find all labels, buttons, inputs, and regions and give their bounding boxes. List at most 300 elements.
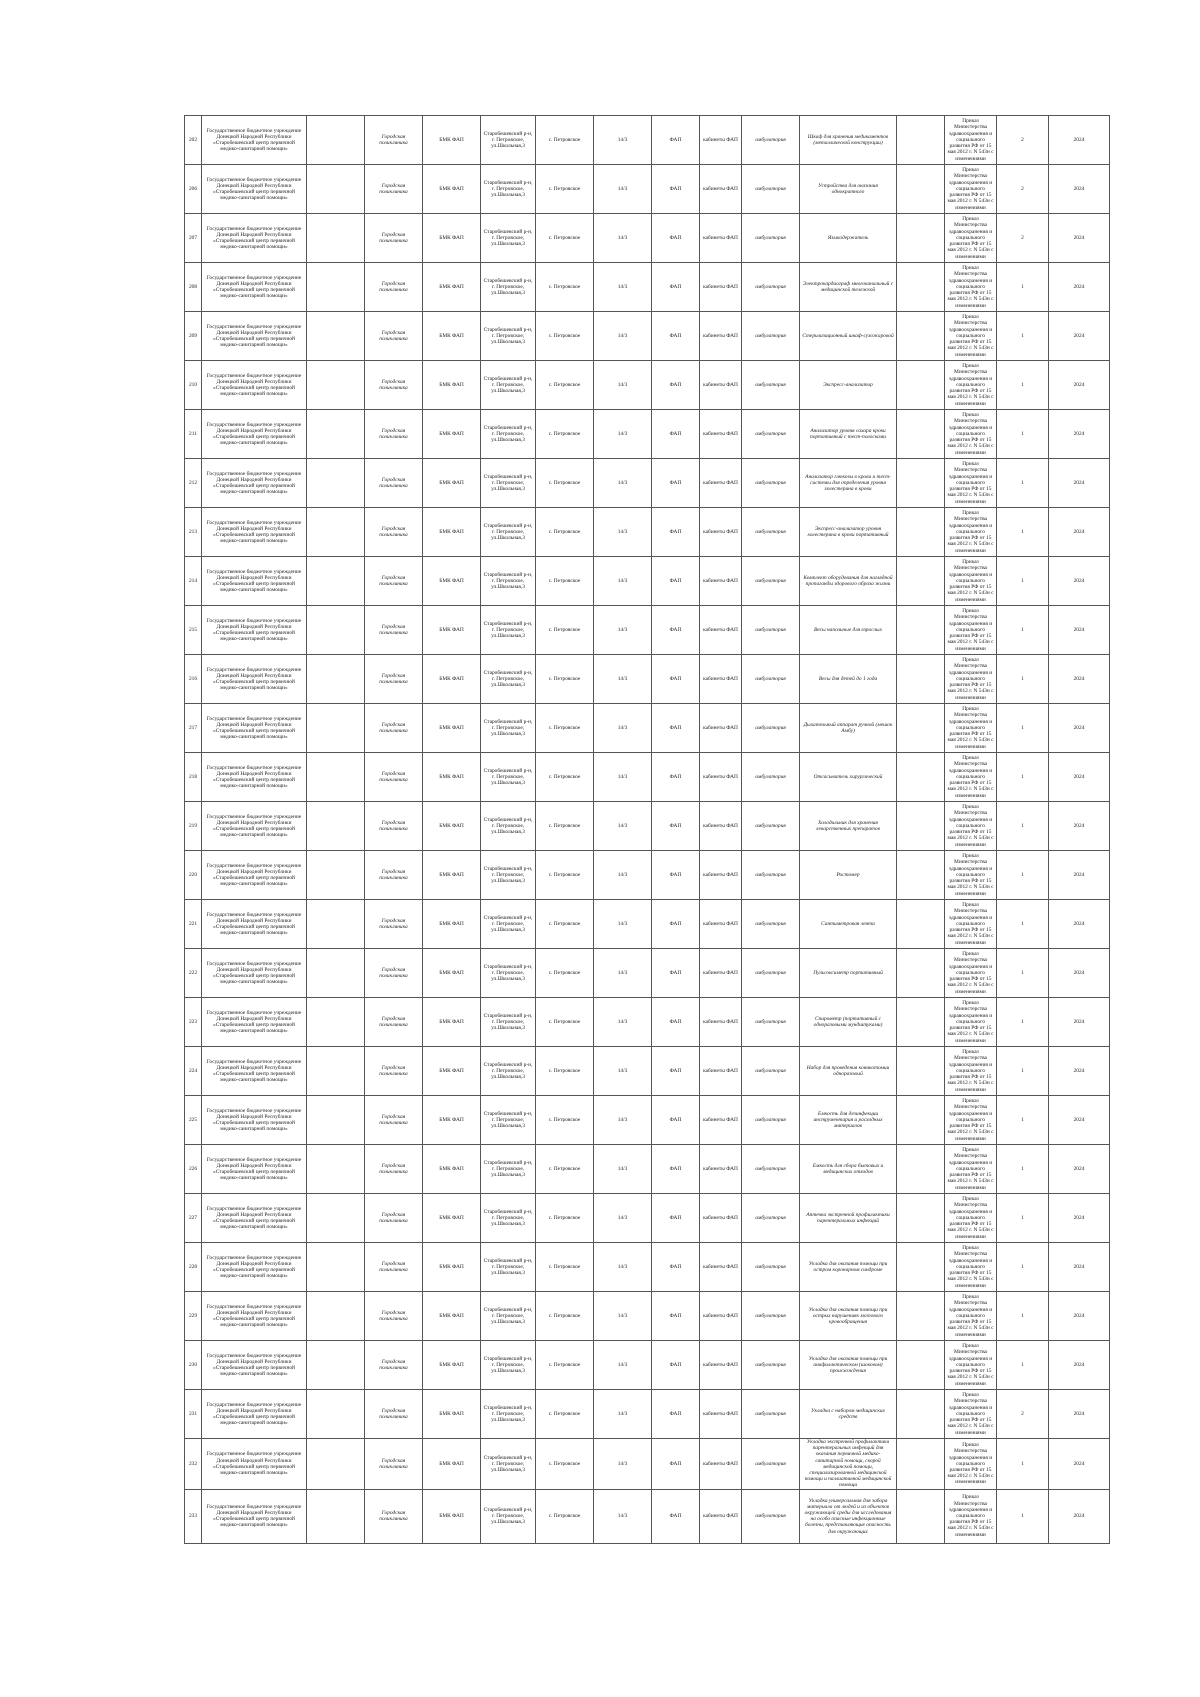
empty-cell [307,263,365,312]
fap-cell: ФАП [652,1489,700,1543]
table-row [185,998,1110,1047]
legal-basis-cell: Приказ Министерства здравоохранения и социального развития РФ от 15 мая 2012 г. N 543н с изменениями [945,165,997,214]
legal-basis-cell: Приказ Министерства здравоохранения и социального развития РФ от 15 мая 2012 г. N 543н с изменениями [945,1096,997,1145]
empty-cell [307,361,365,410]
organization-cell: Государственное бюджетное учреждение Донецкой Народной Республики «Старобешевский центр первичной медико-санитарной помощи» [202,1145,307,1194]
organization-cell: Государственное бюджетное учреждение Донецкой Народной Республики «Старобешевский центр первичной медико-санитарной помощи» [202,1292,307,1341]
legal-basis-cell: Приказ Министерства здравоохранения и социального развития РФ от 15 мая 2012 г. N 543н с изменениями [945,361,997,410]
facility-type-cell: БМК ФАП [423,312,481,361]
facility-cell: Городская поликлиника [365,459,423,508]
facility-type-cell: БМК ФАП [423,1341,481,1390]
room-cell: кабинеты ФАП [700,900,742,949]
row-number-cell: 221 [185,900,202,949]
organization-cell: Государственное бюджетное учреждение Донецкой Народной Республики «Старобешевский центр первичной медико-санитарной помощи» [202,459,307,508]
code-cell: 14/3 [594,1489,652,1543]
code-cell: 14/3 [594,949,652,998]
legal-basis-cell: Приказ Министерства здравоохранения и социального развития РФ от 15 мая 2012 г. N 543н с изменениями [945,1145,997,1194]
ambulatory-cell: амбулатория [742,361,800,410]
table-row [185,1292,1110,1341]
code-cell: 14/3 [594,165,652,214]
settlement-cell: с. Петровское [536,1047,594,1096]
address-cell: Старобешевский р-н, г. Петровское, ул.Школьная,3 [481,851,536,900]
facility-cell: Городская поликлиника [365,1489,423,1543]
room-cell: кабинеты ФАП [700,851,742,900]
empty-cell [897,165,945,214]
ambulatory-cell: амбулатория [742,1292,800,1341]
empty-cell [307,1439,365,1490]
year-cell: 2024 [1049,214,1110,263]
empty-cell [897,655,945,704]
equipment-name-cell: Электрокардиограф многоканальный с медицинской тележкой [800,263,897,312]
code-cell: 14/3 [594,1096,652,1145]
empty-cell [307,655,365,704]
table-row [185,655,1110,704]
code-cell: 14/3 [594,1390,652,1439]
facility-cell: Городская поликлиника [365,1194,423,1243]
legal-basis-cell: Приказ Министерства здравоохранения и социального развития РФ от 15 мая 2012 г. N 543н с изменениями [945,312,997,361]
organization-cell: Государственное бюджетное учреждение Донецкой Народной Республики «Старобешевский центр первичной медико-санитарной помощи» [202,1096,307,1145]
facility-type-cell: БМК ФАП [423,410,481,459]
settlement-cell: с. Петровское [536,214,594,263]
table-row [185,802,1110,851]
quantity-cell: 2 [997,165,1049,214]
ambulatory-cell: амбулатория [742,312,800,361]
legal-basis-cell: Приказ Министерства здравоохранения и социального развития РФ от 15 мая 2012 г. N 543н с изменениями [945,410,997,459]
quantity-cell: 1 [997,1096,1049,1145]
row-number-cell: 210 [185,361,202,410]
equipment-name-cell: Пульсоксиметр портативный [800,949,897,998]
room-cell: кабинеты ФАП [700,459,742,508]
facility-type-cell: БМК ФАП [423,508,481,557]
year-cell: 2024 [1049,361,1110,410]
code-cell: 14/3 [594,900,652,949]
quantity-cell: 1 [997,1489,1049,1543]
year-cell: 2024 [1049,459,1110,508]
row-number-cell: 226 [185,1145,202,1194]
table-row [185,459,1110,508]
ambulatory-cell: амбулатория [742,1096,800,1145]
room-cell: кабинеты ФАП [700,1145,742,1194]
empty-cell [897,361,945,410]
row-number-cell: 223 [185,998,202,1047]
room-cell: кабинеты ФАП [700,508,742,557]
empty-cell [897,1243,945,1292]
table-row [185,1047,1110,1096]
facility-type-cell: БМК ФАП [423,802,481,851]
facility-type-cell: БМК ФАП [423,1390,481,1439]
equipment-name-cell: Холодильник для хранения лекарственных препаратов [800,802,897,851]
table-body [185,116,1110,1544]
equipment-name-cell: Комплект оборудования для наглядной пропаганды здорового образа жизни [800,557,897,606]
facility-type-cell: БМК ФАП [423,606,481,655]
empty-cell [897,949,945,998]
empty-cell [307,165,365,214]
fap-cell: ФАП [652,851,700,900]
equipment-name-cell: Весы напольные для взрослых [800,606,897,655]
year-cell: 2024 [1049,116,1110,165]
legal-basis-cell: Приказ Министерства здравоохранения и социального развития РФ от 15 мая 2012 г. N 543н с изменениями [945,1047,997,1096]
equipment-name-cell: Анализатор уровня сахара крови портативный с тест-полосками [800,410,897,459]
equipment-name-cell: Шкаф для хранения медикаментов (металлической конструкции) [800,116,897,165]
address-cell: Старобешевский р-н, г. Петровское, ул.Школьная,3 [481,1145,536,1194]
table-row [185,1341,1110,1390]
room-cell: кабинеты ФАП [700,1194,742,1243]
quantity-cell: 1 [997,802,1049,851]
settlement-cell: с. Петровское [536,802,594,851]
empty-cell [307,214,365,263]
empty-cell [897,116,945,165]
row-number-cell: 213 [185,508,202,557]
facility-cell: Городская поликлиника [365,214,423,263]
address-cell: Старобешевский р-н, г. Петровское, ул.Школьная,3 [481,361,536,410]
code-cell: 14/3 [594,753,652,802]
address-cell: Старобешевский р-н, г. Петровское, ул.Школьная,3 [481,557,536,606]
fap-cell: ФАП [652,1194,700,1243]
facility-cell: Городская поликлиника [365,116,423,165]
quantity-cell: 1 [997,1341,1049,1390]
year-cell: 2024 [1049,704,1110,753]
room-cell: кабинеты ФАП [700,410,742,459]
equipment-name-cell: Ростомер [800,851,897,900]
row-number-cell: 232 [185,1439,202,1490]
ambulatory-cell: амбулатория [742,1194,800,1243]
address-cell: Старобешевский р-н, г. Петровское, ул.Школьная,3 [481,116,536,165]
settlement-cell: с. Петровское [536,1390,594,1439]
equipment-name-cell: Укладка для оказания помощи при остром коронарном синдроме [800,1243,897,1292]
table-row [185,1390,1110,1439]
organization-cell: Государственное бюджетное учреждение Донецкой Народной Республики «Старобешевский центр первичной медико-санитарной помощи» [202,1439,307,1490]
ambulatory-cell: амбулатория [742,802,800,851]
address-cell: Старобешевский р-н, г. Петровское, ул.Школьная,3 [481,459,536,508]
organization-cell: Государственное бюджетное учреждение Донецкой Народной Республики «Старобешевский центр первичной медико-санитарной помощи» [202,900,307,949]
row-number-cell: 225 [185,1096,202,1145]
code-cell: 14/3 [594,116,652,165]
settlement-cell: с. Петровское [536,1292,594,1341]
ambulatory-cell: амбулатория [742,1243,800,1292]
row-number-cell: 224 [185,1047,202,1096]
year-cell: 2024 [1049,753,1110,802]
legal-basis-cell: Приказ Министерства здравоохранения и социального развития РФ от 15 мая 2012 г. N 543н с изменениями [945,753,997,802]
year-cell: 2024 [1049,606,1110,655]
table-row [185,1243,1110,1292]
quantity-cell: 1 [997,557,1049,606]
address-cell: Старобешевский р-н, г. Петровское, ул.Школьная,3 [481,900,536,949]
row-number-cell: 202 [185,116,202,165]
facility-cell: Городская поликлиника [365,1390,423,1439]
room-cell: кабинеты ФАП [700,704,742,753]
settlement-cell: с. Петровское [536,655,594,704]
empty-cell [307,802,365,851]
address-cell: Старобешевский р-н, г. Петровское, ул.Школьная,3 [481,1489,536,1543]
settlement-cell: с. Петровское [536,949,594,998]
code-cell: 14/3 [594,1145,652,1194]
row-number-cell: 208 [185,263,202,312]
organization-cell: Государственное бюджетное учреждение Донецкой Народной Республики «Старобешевский центр первичной медико-санитарной помощи» [202,704,307,753]
legal-basis-cell: Приказ Министерства здравоохранения и социального развития РФ от 15 мая 2012 г. N 543н с изменениями [945,998,997,1047]
quantity-cell: 1 [997,998,1049,1047]
legal-basis-cell: Приказ Министерства здравоохранения и социального развития РФ от 15 мая 2012 г. N 543н с изменениями [945,606,997,655]
ambulatory-cell: амбулатория [742,851,800,900]
empty-cell [307,1489,365,1543]
facility-type-cell: БМК ФАП [423,116,481,165]
row-number-cell: 233 [185,1489,202,1543]
empty-cell [897,851,945,900]
empty-cell [307,1194,365,1243]
empty-cell [897,1096,945,1145]
ambulatory-cell: амбулатория [742,214,800,263]
quantity-cell: 1 [997,1194,1049,1243]
facility-cell: Городская поликлиника [365,263,423,312]
settlement-cell: с. Петровское [536,410,594,459]
year-cell: 2024 [1049,1390,1110,1439]
equipment-name-cell: Укладка универсальная для забора материала от людей и из объектов окружающей среды для исследования на особо опасные инфекционные болезни, представляющие опасность для окружающих [800,1489,897,1543]
organization-cell: Государственное бюджетное учреждение Донецкой Народной Республики «Старобешевский центр первичной медико-санитарной помощи» [202,1341,307,1390]
row-number-cell: 206 [185,165,202,214]
table-row [185,214,1110,263]
quantity-cell: 1 [997,312,1049,361]
empty-cell [897,1292,945,1341]
empty-cell [897,900,945,949]
empty-cell [307,557,365,606]
room-cell: кабинеты ФАП [700,753,742,802]
room-cell: кабинеты ФАП [700,361,742,410]
address-cell: Старобешевский р-н, г. Петровское, ул.Школьная,3 [481,998,536,1047]
fap-cell: ФАП [652,1292,700,1341]
code-cell: 14/3 [594,1194,652,1243]
fap-cell: ФАП [652,1439,700,1490]
room-cell: кабинеты ФАП [700,1390,742,1439]
fap-cell: ФАП [652,116,700,165]
equipment-name-cell: Емкость для дезинфекции инструментария и расходных материалов [800,1096,897,1145]
settlement-cell: с. Петровское [536,508,594,557]
year-cell: 2024 [1049,263,1110,312]
fap-cell: ФАП [652,410,700,459]
table-row [185,1194,1110,1243]
fap-cell: ФАП [652,1390,700,1439]
room-cell: кабинеты ФАП [700,1341,742,1390]
equipment-name-cell: Спирометр (портативный с одноразовыми мундштуками) [800,998,897,1047]
code-cell: 14/3 [594,410,652,459]
ambulatory-cell: амбулатория [742,1341,800,1390]
code-cell: 14/3 [594,361,652,410]
empty-cell [307,753,365,802]
quantity-cell: 1 [997,263,1049,312]
row-number-cell: 231 [185,1390,202,1439]
year-cell: 2024 [1049,410,1110,459]
fap-cell: ФАП [652,1341,700,1390]
facility-cell: Городская поликлиника [365,1292,423,1341]
settlement-cell: с. Петровское [536,312,594,361]
empty-cell [307,1145,365,1194]
organization-cell: Государственное бюджетное учреждение Донецкой Народной Республики «Старобешевский центр первичной медико-санитарной помощи» [202,802,307,851]
settlement-cell: с. Петровское [536,753,594,802]
year-cell: 2024 [1049,1194,1110,1243]
empty-cell [307,1390,365,1439]
code-cell: 14/3 [594,606,652,655]
table-row [185,1489,1110,1543]
empty-cell [307,312,365,361]
legal-basis-cell: Приказ Министерства здравоохранения и социального развития РФ от 15 мая 2012 г. N 543н с изменениями [945,655,997,704]
row-number-cell: 217 [185,704,202,753]
address-cell: Старобешевский р-н, г. Петровское, ул.Школьная,3 [481,263,536,312]
fap-cell: ФАП [652,1047,700,1096]
address-cell: Старобешевский р-н, г. Петровское, ул.Школьная,3 [481,312,536,361]
room-cell: кабинеты ФАП [700,1439,742,1490]
ambulatory-cell: амбулатория [742,1047,800,1096]
row-number-cell: 218 [185,753,202,802]
facility-type-cell: БМК ФАП [423,1096,481,1145]
address-cell: Старобешевский р-н, г. Петровское, ул.Школьная,3 [481,214,536,263]
code-cell: 14/3 [594,312,652,361]
legal-basis-cell: Приказ Министерства здравоохранения и социального развития РФ от 15 мая 2012 г. N 543н с изменениями [945,802,997,851]
organization-cell: Государственное бюджетное учреждение Донецкой Народной Республики «Старобешевский центр первичной медико-санитарной помощи» [202,1489,307,1543]
year-cell: 2024 [1049,802,1110,851]
fap-cell: ФАП [652,263,700,312]
ambulatory-cell: амбулатория [742,998,800,1047]
facility-cell: Городская поликлиника [365,606,423,655]
fap-cell: ФАП [652,900,700,949]
empty-cell [307,998,365,1047]
equipment-name-cell: Анализатор глюкозы в крови и тест-системы для определения уровня холестерина в крови [800,459,897,508]
row-number-cell: 212 [185,459,202,508]
table-row [185,263,1110,312]
room-cell: кабинеты ФАП [700,1047,742,1096]
equipment-name-cell: Отсасыватель хирургический [800,753,897,802]
code-cell: 14/3 [594,1439,652,1490]
address-cell: Старобешевский р-н, г. Петровское, ул.Школьная,3 [481,1292,536,1341]
quantity-cell: 1 [997,1145,1049,1194]
quantity-cell: 1 [997,410,1049,459]
row-number-cell: 220 [185,851,202,900]
settlement-cell: с. Петровское [536,1194,594,1243]
settlement-cell: с. Петровское [536,459,594,508]
quantity-cell: 2 [997,116,1049,165]
ambulatory-cell: амбулатория [742,116,800,165]
facility-cell: Городская поликлиника [365,851,423,900]
equipment-name-cell: Укладка для оказания помощи при острых нарушениях мозгового кровообращения [800,1292,897,1341]
equipment-name-cell: Стерилизационный шкаф-сухожаровой [800,312,897,361]
empty-cell [897,802,945,851]
table-row [185,165,1110,214]
facility-cell: Городская поликлиника [365,998,423,1047]
facility-type-cell: БМК ФАП [423,753,481,802]
table-row [185,410,1110,459]
empty-cell [307,1096,365,1145]
legal-basis-cell: Приказ Министерства здравоохранения и социального развития РФ от 15 мая 2012 г. N 543н с изменениями [945,851,997,900]
legal-basis-cell: Приказ Министерства здравоохранения и социального развития РФ от 15 мая 2012 г. N 543н с изменениями [945,1439,997,1490]
address-cell: Старобешевский р-н, г. Петровское, ул.Школьная,3 [481,410,536,459]
quantity-cell: 1 [997,704,1049,753]
facility-type-cell: БМК ФАП [423,361,481,410]
facility-type-cell: БМК ФАП [423,1145,481,1194]
equipment-name-cell: Укладка с набором медицинских средств [800,1390,897,1439]
settlement-cell: с. Петровское [536,165,594,214]
empty-cell [307,1292,365,1341]
address-cell: Старобешевский р-н, г. Петровское, ул.Школьная,3 [481,1243,536,1292]
legal-basis-cell: Приказ Министерства здравоохранения и социального развития РФ от 15 мая 2012 г. N 543н с изменениями [945,1489,997,1543]
empty-cell [897,704,945,753]
facility-cell: Городская поликлиника [365,753,423,802]
empty-cell [897,410,945,459]
address-cell: Старобешевский р-н, г. Петровское, ул.Школьная,3 [481,1390,536,1439]
room-cell: кабинеты ФАП [700,606,742,655]
year-cell: 2024 [1049,900,1110,949]
quantity-cell: 1 [997,1047,1049,1096]
fap-cell: ФАП [652,557,700,606]
address-cell: Старобешевский р-н, г. Петровское, ул.Школьная,3 [481,606,536,655]
equipment-name-cell: Языкодержатель [800,214,897,263]
fap-cell: ФАП [652,214,700,263]
room-cell: кабинеты ФАП [700,1096,742,1145]
organization-cell: Государственное бюджетное учреждение Донецкой Народной Республики «Старобешевский центр первичной медико-санитарной помощи» [202,998,307,1047]
row-number-cell: 219 [185,802,202,851]
legal-basis-cell: Приказ Министерства здравоохранения и социального развития РФ от 15 мая 2012 г. N 543н с изменениями [945,214,997,263]
fap-cell: ФАП [652,459,700,508]
facility-cell: Городская поликлиника [365,1243,423,1292]
row-number-cell: 222 [185,949,202,998]
facility-type-cell: БМК ФАП [423,1439,481,1490]
table-row [185,557,1110,606]
settlement-cell: с. Петровское [536,557,594,606]
ambulatory-cell: амбулатория [742,557,800,606]
settlement-cell: с. Петровское [536,116,594,165]
empty-cell [897,1145,945,1194]
ambulatory-cell: амбулатория [742,1145,800,1194]
fap-cell: ФАП [652,508,700,557]
quantity-cell: 1 [997,606,1049,655]
equipment-name-cell: Устройства для оказания однократного [800,165,897,214]
empty-cell [307,508,365,557]
row-number-cell: 207 [185,214,202,263]
settlement-cell: с. Петровское [536,1243,594,1292]
equipment-name-cell: Аптечка экстренной профилактики парентеральных инфекций [800,1194,897,1243]
facility-type-cell: БМК ФАП [423,900,481,949]
fap-cell: ФАП [652,1096,700,1145]
quantity-cell: 1 [997,459,1049,508]
empty-cell [307,1243,365,1292]
address-cell: Старобешевский р-н, г. Петровское, ул.Школьная,3 [481,1439,536,1490]
row-number-cell: 230 [185,1341,202,1390]
legal-basis-cell: Приказ Министерства здравоохранения и социального развития РФ от 15 мая 2012 г. N 543н с изменениями [945,459,997,508]
code-cell: 14/3 [594,851,652,900]
quantity-cell: 1 [997,1243,1049,1292]
quantity-cell: 2 [997,1390,1049,1439]
organization-cell: Государственное бюджетное учреждение Донецкой Народной Республики «Старобешевский центр первичной медико-санитарной помощи» [202,655,307,704]
equipment-name-cell: Укладка для оказания помощи при анафилактическом (шоковом) происхождения [800,1341,897,1390]
empty-cell [897,998,945,1047]
empty-cell [897,214,945,263]
room-cell: кабинеты ФАП [700,116,742,165]
facility-cell: Городская поликлиника [365,361,423,410]
address-cell: Старобешевский р-н, г. Петровское, ул.Школьная,3 [481,949,536,998]
row-number-cell: 211 [185,410,202,459]
code-cell: 14/3 [594,263,652,312]
year-cell: 2024 [1049,1096,1110,1145]
table-row [185,851,1110,900]
settlement-cell: с. Петровское [536,361,594,410]
facility-type-cell: БМК ФАП [423,557,481,606]
ambulatory-cell: амбулатория [742,508,800,557]
legal-basis-cell: Приказ Министерства здравоохранения и социального развития РФ от 15 мая 2012 г. N 543н с изменениями [945,900,997,949]
address-cell: Старобешевский р-н, г. Петровское, ул.Школьная,3 [481,704,536,753]
room-cell: кабинеты ФАП [700,655,742,704]
empty-cell [897,606,945,655]
year-cell: 2024 [1049,508,1110,557]
address-cell: Старобешевский р-н, г. Петровское, ул.Школьная,3 [481,508,536,557]
quantity-cell: 1 [997,900,1049,949]
settlement-cell: с. Петровское [536,1439,594,1490]
room-cell: кабинеты ФАП [700,312,742,361]
